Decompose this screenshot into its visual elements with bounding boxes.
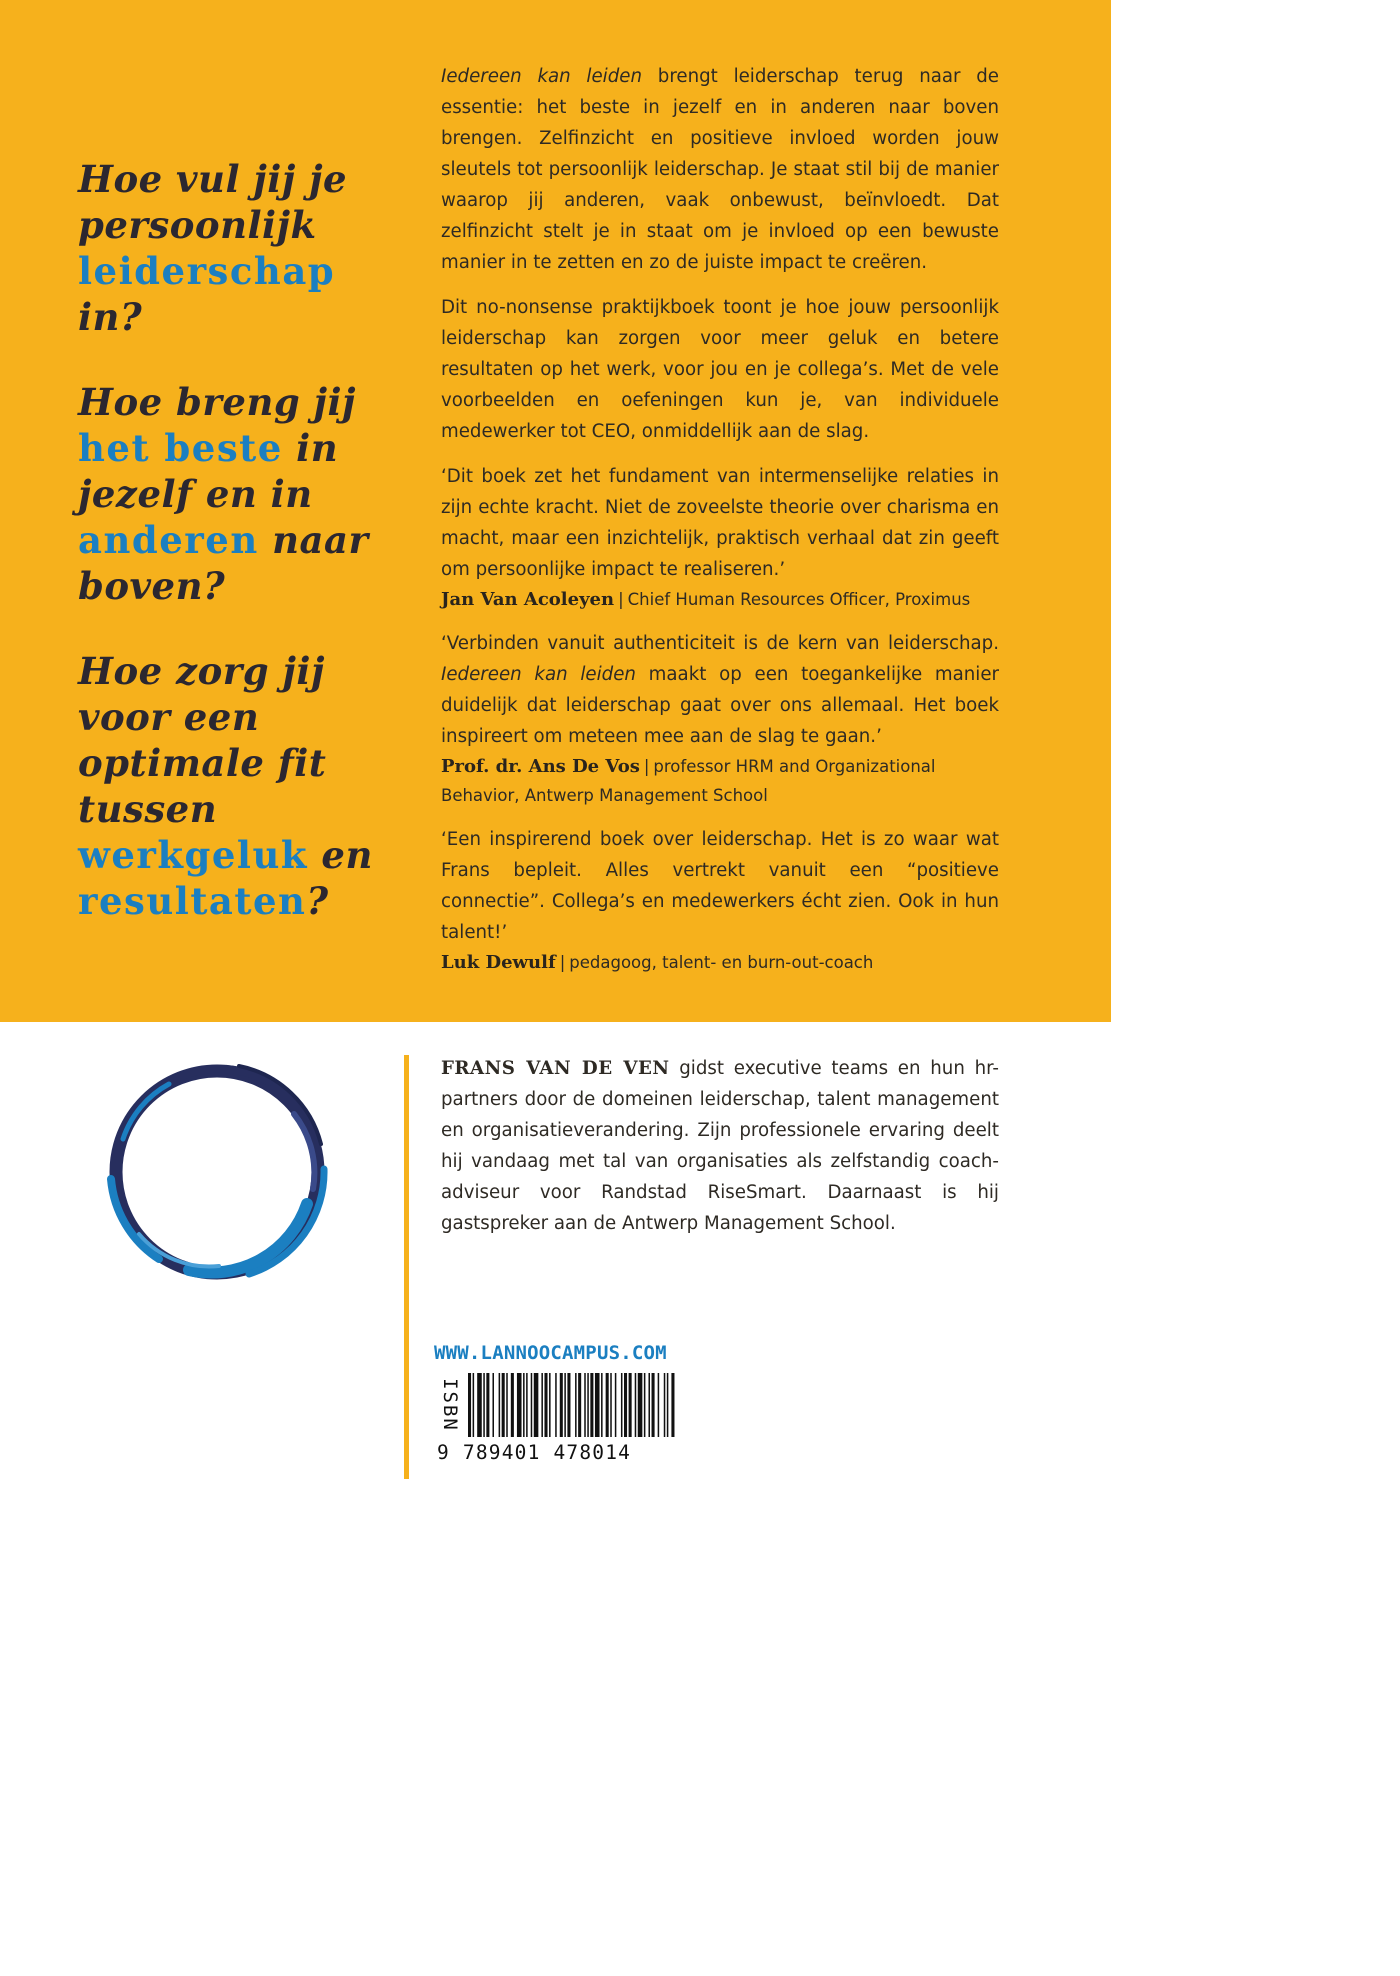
isbn-label-text: ISBN [439, 1378, 461, 1432]
intro-text: brengt leiderschap terug naar de essentie: het beste in jezelf en in anderen naar boven brengen. Zelfinzicht en positieve invloed worden jouw sleutels tot persoonlijk leiderschap. Je staat stil bij de manier waarop jij anderen, vaak onbewust, beïnvloedt. Dat zelfinzicht stelt je in staat om je invloed op een bewuste manier in te zetten en zo de juiste impact te creëren. [441, 66, 999, 273]
highlight-word: resultaten [78, 879, 307, 923]
isbn-digits: 9 789401 478014 [437, 1441, 632, 1464]
quote-3-name: Luk Dewulf [441, 952, 556, 973]
quote-2 [441, 628, 999, 810]
quote-1-text: ‘Dit boek zet het fundament van intermenselijke relaties in zijn echte kracht. Niet de zoveelste theorie over charisma en macht, maar een inzichtelijk, praktisch verhaal dat zin geeft om persoonlijke impact te realiseren.’ [441, 466, 999, 580]
question-text: in jezelf en in [78, 426, 339, 516]
quote-2-name: Prof. dr. Ans De Vos [441, 756, 640, 777]
highlight-word: het beste [78, 426, 283, 470]
quote-2-rest: maakt op een toegankelijke manier duidelijk dat leiderschap gaat over ons allemaal. Het boek inspireert om meteen mee aan de slag te gaan.’ [441, 664, 999, 747]
publisher-website-link[interactable]: WWW.LANNOOCAMPUS.COM [434, 1342, 667, 1364]
paragraph-2: Dit no-nonsense praktijkboek toont je hoe jouw persoonlijk leiderschap kan zorgen voor meer geluk en betere resultaten op het werk, voor jou en je collega’s. Met de vele voorbeelden en oefeningen kun je, van individuele medewerker tot CEO, onmiddellijk aan de slag. [441, 297, 999, 442]
quote-2-lead: ‘Verbinden vanuit authenticiteit is de kern van leiderschap. [441, 633, 999, 654]
question-text: Hoe zorg jij voor een optimale fit tussen [78, 649, 327, 831]
quote-2-book-title: Iedereen kan leiden [441, 664, 636, 685]
highlight-word: anderen [78, 518, 259, 562]
book-title-italic: Iedereen kan leiden [441, 66, 642, 87]
brush-circle-logo-icon [99, 1054, 335, 1290]
quote-3-separator: | [559, 953, 566, 972]
quote-3-attribution [441, 948, 999, 977]
isbn-barcode-icon [468, 1373, 676, 1437]
question-text: Hoe breng jij [78, 380, 356, 424]
quote-3 [441, 824, 999, 977]
quote-1-role: Chief Human Resources Officer, Proximus [627, 590, 971, 609]
quote-2-attribution [441, 752, 999, 810]
highlight-word: leiderschap [78, 249, 336, 293]
top-yellow-panel [0, 0, 1111, 1022]
question-text: in? [78, 295, 143, 339]
question-text: ? [306, 879, 329, 923]
quote-1 [441, 461, 999, 614]
question-1 [78, 156, 408, 340]
quote-2-role: professor HRM and Organizational Behavior, Antwerp Management School [441, 757, 936, 805]
quote-1-attribution [441, 585, 999, 614]
question-2 [78, 379, 408, 609]
author-bio-text: gidst executive teams en hun hr-partners door de domeinen leiderschap, talent management en organisatieverandering. Zijn professionele ervaring deelt hij vandaag met tal van organisaties als zelfstandig coach-adviseur voor Randstad RiseSmart. Daarnaast is hij gastspreker aan de Antwerp Management School. [441, 1058, 999, 1234]
author-bio [441, 1053, 999, 1239]
question-3 [78, 648, 408, 924]
intro-paragraph [441, 61, 999, 278]
blurb-column [441, 61, 999, 977]
question-text: en [308, 833, 373, 877]
question-text: naar boven? [78, 518, 369, 608]
isbn-label [437, 1374, 463, 1436]
quote-3-role: pedagoog, talent- en burn-out-coach [569, 953, 874, 972]
author-name: FRANS VAN DE VEN [441, 1058, 670, 1079]
accent-vertical-bar [404, 1055, 409, 1479]
quote-2-separator: | [643, 757, 650, 776]
quote-1-name: Jan Van Acoleyen [441, 589, 615, 610]
quote-2-text [441, 628, 999, 752]
quote-1-separator: | [618, 590, 624, 609]
quote-3-text: ‘Een inspirerend boek over leiderschap. Het is zo waar wat Frans bepleit. Alles vertrekt vanuit een “positieve connectie”. Collega’s en medewerkers écht zien. Ook in hun talent!’ [441, 829, 999, 943]
highlight-word: werkgeluk [78, 833, 309, 877]
question-text: Hoe vul jij je persoonlijk [78, 157, 348, 247]
questions-column [78, 156, 408, 924]
